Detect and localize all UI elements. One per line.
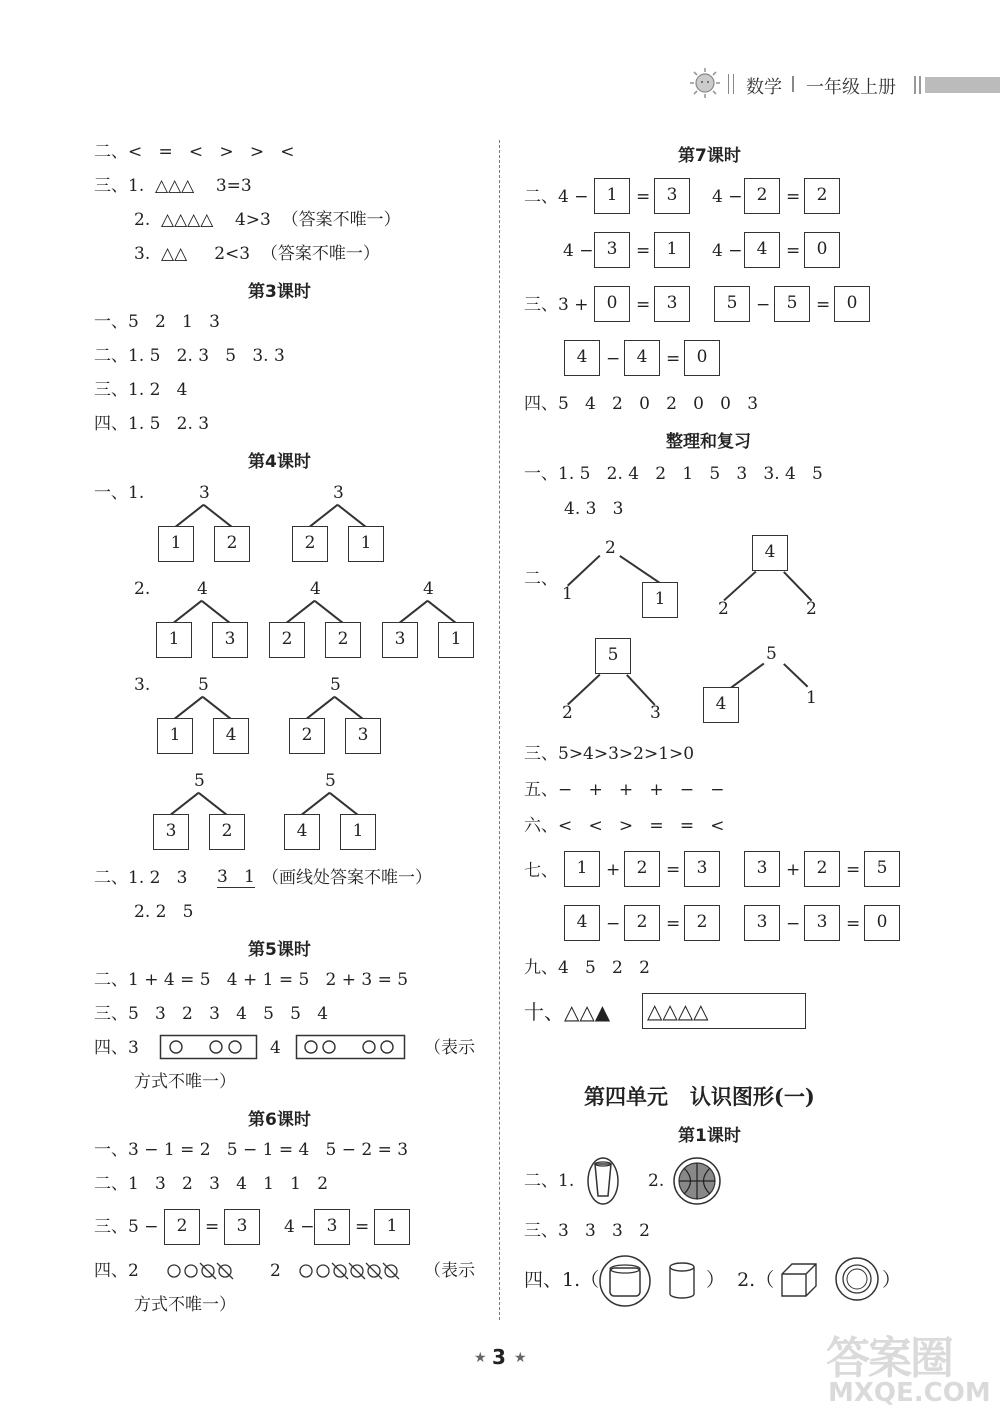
answer-label: ） 2.（: [706, 1269, 775, 1291]
operator-sign: =: [636, 295, 651, 315]
operator-sign: =: [636, 241, 651, 261]
bond-line: [310, 504, 339, 527]
answer-label: 二、1.: [524, 1171, 575, 1191]
answer-box: 4: [744, 232, 780, 268]
operator-sign: −: [786, 914, 801, 934]
bond-line: [783, 571, 812, 601]
bond-top-number: 3: [333, 483, 344, 503]
lesson-heading: 第7课时: [678, 146, 741, 166]
bond-line: [567, 555, 600, 586]
operator-sign: +: [606, 860, 621, 880]
answer-line: 三、3 3 3 2: [524, 1221, 650, 1241]
answer-label: 二、: [524, 569, 558, 589]
answer-box: 3: [382, 622, 418, 658]
answer-line: 四、1. 5 2. 3: [94, 414, 210, 434]
answer-line: 二、< = < > > <: [94, 142, 295, 162]
operator-sign: −: [756, 295, 771, 315]
crossed-circles: [166, 1260, 256, 1282]
bond-line: [620, 555, 661, 583]
answer-label: 二、4 −: [524, 187, 589, 207]
answer-label: 2.: [134, 579, 151, 599]
answer-line: 三、5 −: [94, 1217, 159, 1237]
bond-line: [176, 504, 205, 527]
answer-box: 2: [624, 851, 660, 887]
answer-box: 0: [804, 232, 840, 268]
answer-line: 三、1. 2 4: [94, 380, 188, 400]
bond-line: [199, 792, 228, 815]
bond-line: [175, 696, 204, 719]
lesson-heading: 第4课时: [248, 452, 311, 472]
answer-note: （表示: [424, 1038, 475, 1058]
answer-box: 1: [340, 814, 376, 850]
answer-box: 5: [864, 851, 900, 887]
triangle-box: △△△△: [642, 993, 806, 1029]
answer-line: 二、1. 5 2. 3 5 3. 3: [94, 346, 285, 366]
bond-line: [400, 600, 429, 623]
underlined-answer: 3 1: [217, 867, 255, 887]
answer-box: 0: [594, 286, 630, 322]
bond-line: [307, 696, 336, 719]
answer-note: 方式不唯一）: [134, 1072, 236, 1092]
answer-note: （画线处答案不唯一）: [262, 868, 432, 888]
answer-box: 2: [804, 851, 840, 887]
star-icon: ★: [514, 1350, 527, 1366]
answer-box: 4: [703, 687, 739, 723]
bond-number: 1: [562, 584, 573, 604]
answer-box: 2: [269, 622, 305, 658]
bond-number: 2: [562, 703, 573, 723]
answer-box: 2: [684, 905, 720, 941]
bond-line: [203, 696, 232, 719]
answer-label: 三、3 +: [524, 295, 589, 315]
answer-box: 5: [774, 286, 810, 322]
answer-box: 2: [214, 526, 250, 562]
answer-box: 1: [564, 851, 600, 887]
answer-box: 3: [804, 905, 840, 941]
answer-line: 十、△△▲: [524, 1000, 611, 1024]
answer-note: （表示: [424, 1261, 475, 1281]
bond-number: 5: [766, 644, 777, 664]
cube-icon: [780, 1262, 818, 1298]
answer-line: 二、1 3 2 3 4 1 1 2: [94, 1174, 329, 1194]
page-number: 3: [492, 1345, 506, 1369]
operator-sign: +: [786, 860, 801, 880]
answer-box: 0: [864, 905, 900, 941]
answer-line: 3. △△ 2<3 （答案不唯一）: [134, 244, 380, 264]
answer-box: 4: [284, 814, 320, 850]
answer-label: 3.: [134, 675, 151, 695]
equals-sign: =: [205, 1217, 220, 1237]
bond-line: [567, 674, 600, 705]
bond-line: [730, 663, 765, 689]
bond-top-number: 4: [310, 579, 321, 599]
answer-box: 1: [158, 526, 194, 562]
operator-sign: =: [846, 860, 861, 880]
answer-label: 4 −: [563, 241, 594, 261]
plate-icon: [834, 1256, 880, 1302]
answer-line: 三、5 3 2 3 4 5 5 4: [94, 1004, 329, 1024]
bond-line: [315, 600, 344, 623]
answer-box: 0: [684, 340, 720, 376]
answer-line: 二、1. 2 3: [94, 868, 188, 888]
basketball-icon: [672, 1156, 722, 1206]
answer-box: 2: [804, 178, 840, 214]
answer-line: 三、5>4>3>2>1>0: [524, 744, 695, 764]
answer-box: 4: [213, 718, 249, 754]
answer-box: 2: [325, 622, 361, 658]
bond-top-number: 5: [198, 675, 209, 695]
answer-line: 一、3 − 1 = 2 5 − 1 = 4 5 − 2 = 3: [94, 1140, 409, 1160]
bond-line: [330, 792, 359, 815]
answer-box: 3: [153, 814, 189, 850]
answer-box: 1: [156, 622, 192, 658]
bond-line: [783, 663, 808, 687]
bond-top-number: 3: [199, 483, 210, 503]
answer-box: 3: [654, 286, 690, 322]
answer-note: 方式不唯一）: [134, 1295, 236, 1315]
answer-line: 2. 2 5: [134, 902, 194, 922]
circle-group-box: [296, 1035, 408, 1061]
answer-box: 3: [684, 851, 720, 887]
answer-box: 1: [654, 232, 690, 268]
operator-sign: =: [846, 914, 861, 934]
bond-line: [724, 571, 757, 601]
bond-line: [202, 600, 231, 623]
answer-label: 四、1.（: [524, 1269, 600, 1291]
answer-box: 2: [209, 814, 245, 850]
answer-box: 2: [624, 905, 660, 941]
answer-box: 3: [744, 905, 780, 941]
answer-box: 3: [224, 1209, 260, 1245]
answer-line: 三、1. △△△ 3=3: [94, 176, 252, 196]
answer-label: ）: [882, 1269, 902, 1291]
bond-top-number: 4: [423, 579, 434, 599]
answer-label: 4 −: [712, 241, 743, 261]
answer-box: 1: [348, 526, 384, 562]
answer-box: 2: [164, 1209, 200, 1245]
answer-line: 2. △△△△ 4>3 （答案不唯一）: [134, 210, 401, 230]
answer-label: 一、1.: [94, 483, 145, 503]
answer-label: 2.: [648, 1171, 665, 1191]
answer-line: 2: [270, 1261, 281, 1281]
answer-box: 3: [744, 851, 780, 887]
answer-box: 4: [564, 340, 600, 376]
page-header: [688, 66, 1000, 102]
column-divider: [499, 140, 500, 1320]
bond-top-number: 4: [197, 579, 208, 599]
answer-box: 3: [314, 1209, 350, 1245]
answer-box: 0: [834, 286, 870, 322]
lesson-heading: 第1课时: [678, 1126, 741, 1146]
answer-line: 4: [270, 1038, 281, 1058]
answer-line: 4 −: [284, 1217, 315, 1237]
bond-top-number: 2: [605, 538, 616, 558]
lesson-heading: 整理和复习: [666, 432, 751, 452]
bond-number: 1: [806, 688, 817, 708]
answer-line: 六、< < > = = <: [524, 816, 725, 836]
equals-sign: =: [355, 1217, 370, 1237]
answer-label: 4 −: [712, 187, 743, 207]
answer-label: 七、: [524, 861, 558, 881]
bond-number: 2: [806, 599, 817, 619]
answer-line: 4. 3 3: [564, 499, 624, 519]
answer-box: 5: [714, 286, 750, 322]
bond-number: 3: [650, 703, 661, 723]
answer-box: 3: [212, 622, 248, 658]
bond-line: [338, 504, 367, 527]
cylinder-icon: [668, 1262, 696, 1300]
answer-line: 四、3: [94, 1038, 139, 1058]
cup-icon: [586, 1156, 620, 1206]
header-subject: 数学: [746, 77, 782, 98]
lesson-heading: 第6课时: [248, 1110, 311, 1130]
answer-line: 四、5 4 2 0 2 0 0 3: [524, 394, 759, 414]
answer-box: 1: [594, 178, 630, 214]
bond-line: [174, 600, 203, 623]
bond-number: 2: [718, 599, 729, 619]
operator-sign: −: [606, 349, 621, 369]
operator-sign: =: [666, 914, 681, 934]
operator-sign: =: [816, 295, 831, 315]
bond-line: [287, 600, 316, 623]
operator-sign: −: [606, 914, 621, 934]
can-top-view-icon: [598, 1254, 652, 1308]
answer-line: 一、1. 5 2. 4 2 1 5 3 3. 4 5: [524, 464, 823, 484]
answer-box: 1: [157, 718, 193, 754]
header-grade: 一年级上册: [806, 77, 896, 98]
watermark-logo: 答案圈: [826, 1333, 952, 1384]
answer-box: 2: [292, 526, 328, 562]
answer-line: 二、1 + 4 = 5 4 + 1 = 5 2 + 3 = 5: [94, 970, 409, 990]
answer-box: 3: [654, 178, 690, 214]
bond-top-number: 5: [330, 675, 341, 695]
answer-line: 一、5 2 1 3: [94, 312, 220, 332]
bond-line: [204, 504, 233, 527]
operator-sign: =: [786, 187, 801, 207]
star-icon: ★: [474, 1350, 487, 1366]
answer-box: 1: [642, 582, 678, 618]
bond-top-number: 5: [325, 771, 336, 791]
crossed-circles: [298, 1260, 418, 1282]
bond-line: [428, 600, 457, 623]
unit-title: 第四单元 认识图形(一): [584, 1084, 815, 1109]
answer-box: 1: [438, 622, 474, 658]
watermark-url: MXQE.COM: [828, 1378, 991, 1408]
answer-line: 四、2: [94, 1261, 139, 1281]
answer-box: 2: [289, 718, 325, 754]
bond-top-number: 5: [194, 771, 205, 791]
answer-box: 4: [564, 905, 600, 941]
answer-box: 3: [345, 718, 381, 754]
answer-line: 九、4 5 2 2: [524, 958, 650, 978]
answer-box: 4: [624, 340, 660, 376]
lesson-heading: 第3课时: [248, 282, 311, 302]
circle-group-box: [160, 1035, 260, 1061]
lesson-heading: 第5课时: [248, 940, 311, 960]
answer-box: 5: [595, 638, 631, 674]
bond-line: [302, 792, 331, 815]
answer-line: 五、− + + + − −: [524, 780, 725, 800]
answer-box: 3: [594, 232, 630, 268]
bond-line: [335, 696, 364, 719]
operator-sign: =: [636, 187, 651, 207]
bond-line: [171, 792, 200, 815]
operator-sign: =: [666, 860, 681, 880]
bond-line: [626, 674, 655, 705]
sun-icon: [688, 66, 722, 100]
answer-box: 2: [744, 178, 780, 214]
operator-sign: =: [666, 349, 681, 369]
operator-sign: =: [786, 241, 801, 261]
answer-box: 4: [752, 535, 788, 571]
answer-box: 1: [374, 1209, 410, 1245]
